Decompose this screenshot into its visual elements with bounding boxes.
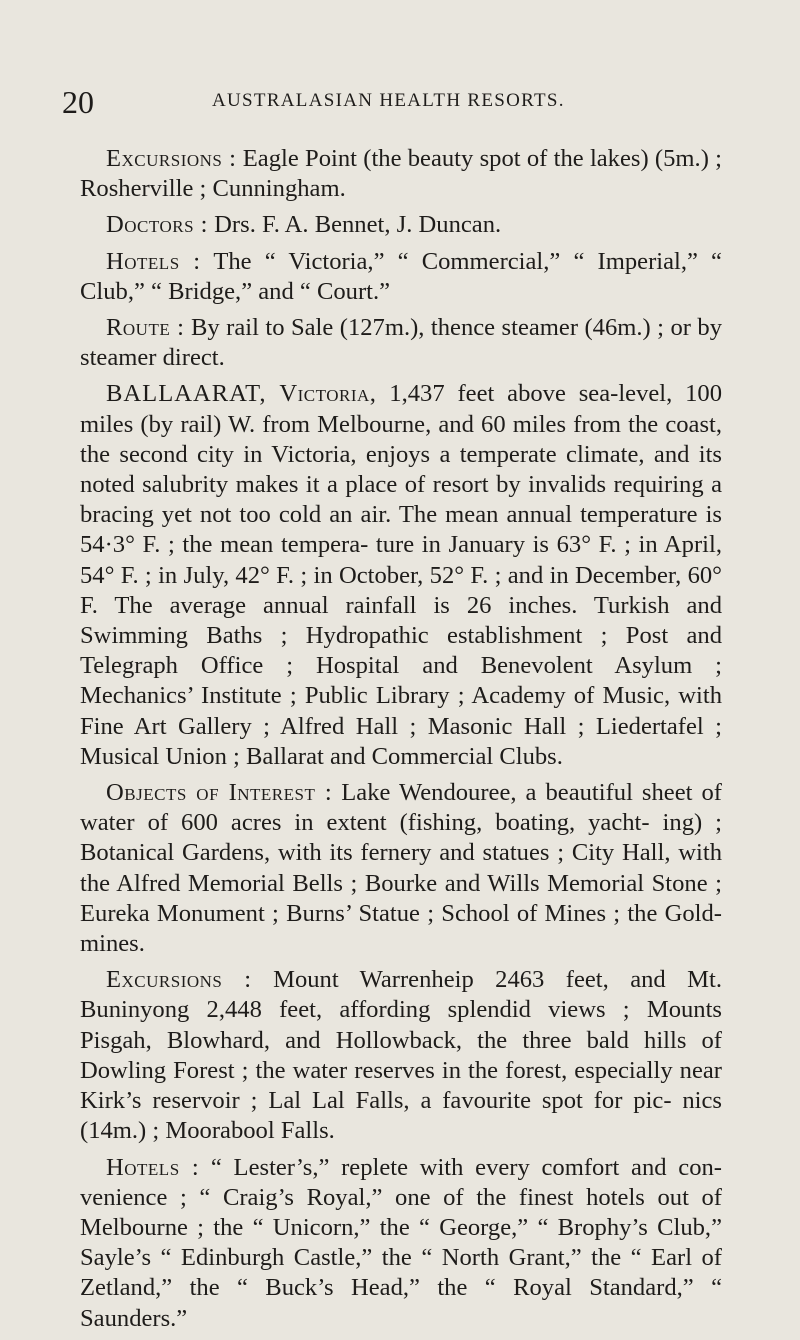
section-label: Objects of Interest : — [106, 779, 333, 807]
paragraph-text: Lake Wendouree, a beautiful sheet of water of 600 acres in extent (fishing, boating, yacht- ing) ; Botanical Gardens, with its fernery and statues ; City Hall, with the Alfred Memorial Bells ; Bourke and Wills Memorial Stone ; Eureka Monument ; Burns’ Statue ; School of Mines ; the Gold-mines. — [80, 779, 722, 958]
paragraph-text: Mount Warrenheip 2463 feet, and Mt. Buninyong 2,448 feet, affording splendid views ; Mounts Pisgah, Blowhard, and Hollowback, the three bald hills of Dowling Forest ; the water reserves in the forest, especially near Kirk’s reservoir ; Lal Lal Falls, a favourite spot for pic- nics (14m.) ; Moorabool Falls. — [80, 966, 722, 1145]
section-label: Hotels : — [106, 247, 201, 275]
ballaarat-entry — [80, 379, 722, 772]
paragraph-text: The “ Victoria,” “ Commercial,” “ Imperial,” “ Club,” “ Bridge,” and “ Court.” — [80, 247, 722, 305]
page-body — [80, 144, 722, 1340]
running-title: AUSTRALASIAN HEALTH RESORTS. — [212, 90, 565, 111]
region-label: Victoria, — [279, 380, 377, 408]
page-number: 20 — [62, 84, 94, 120]
page-header — [62, 84, 708, 120]
paragraph-text: Drs. F. A. Bennet, J. Duncan. — [214, 211, 502, 239]
town-heading: BALLAARAT, — [106, 380, 267, 408]
section-label: Doctors : — [106, 211, 209, 239]
hotels-paragraph-2 — [80, 1153, 722, 1334]
hotels-paragraph — [80, 247, 722, 307]
section-label: Excursions : — [106, 966, 252, 994]
section-label: Excursions : — [106, 145, 237, 172]
doctors-paragraph — [80, 210, 722, 240]
section-label: Route : — [106, 314, 185, 342]
excursions-paragraph-2 — [80, 965, 722, 1146]
section-label: Hotels : — [106, 1153, 200, 1181]
paragraph-text: Eagle Point (the beauty spot of the lakes) (5m.) ; Rosherville ; Cunningham. — [80, 145, 722, 203]
route-paragraph — [80, 313, 722, 373]
excursions-paragraph — [80, 144, 722, 204]
paragraph-text: 1,437 feet above sea-level, 100 miles (by rail) W. from Melbourne, and 60 miles from the coast, the second city in Victoria, enjoys a temperate climate, and its noted salubrity makes it a place of resort by invalids requiring a bracing yet not too cold an air. The mean annual temperature is 54·3° F. ; the mean tempera- ture in January is 63° F. ; in April, 54° F. ; in July, 42° F. ; in October, 52° F. ; and in December, 60° F. The average annual rainfall is 26 inches. Turkish and Swimming Baths ; Hydropathic establishment ; Post and Telegraph Office ; Hospital and Benevolent Asylum ; Mechanics’ Institute ; Public Library ; Academy of Music, with Fine Art Gallery ; Alfred Hall ; Masonic Hall ; Liedertafel ; Musical Union ; Ballarat and Commercial Clubs. — [80, 380, 723, 770]
objects-of-interest-paragraph — [80, 778, 722, 959]
paragraph-text: “ Lester’s,” replete with every comfort and con- venience ; “ Craig’s Royal,” one of the finest hotels out of Melbourne ; the “ Unicorn,” the “ George,” “ Brophy’s Club,” Sayle’s “ Edinburgh Castle,” the “ North Grant,” the “ Earl of Zetland,” the “ Buck’s Head,” the “ Royal Standard,” “ Saunders.” — [80, 1153, 722, 1332]
paragraph-text: By rail to Sale (127m.), thence steamer (46m.) ; or by steamer direct. — [80, 314, 722, 372]
